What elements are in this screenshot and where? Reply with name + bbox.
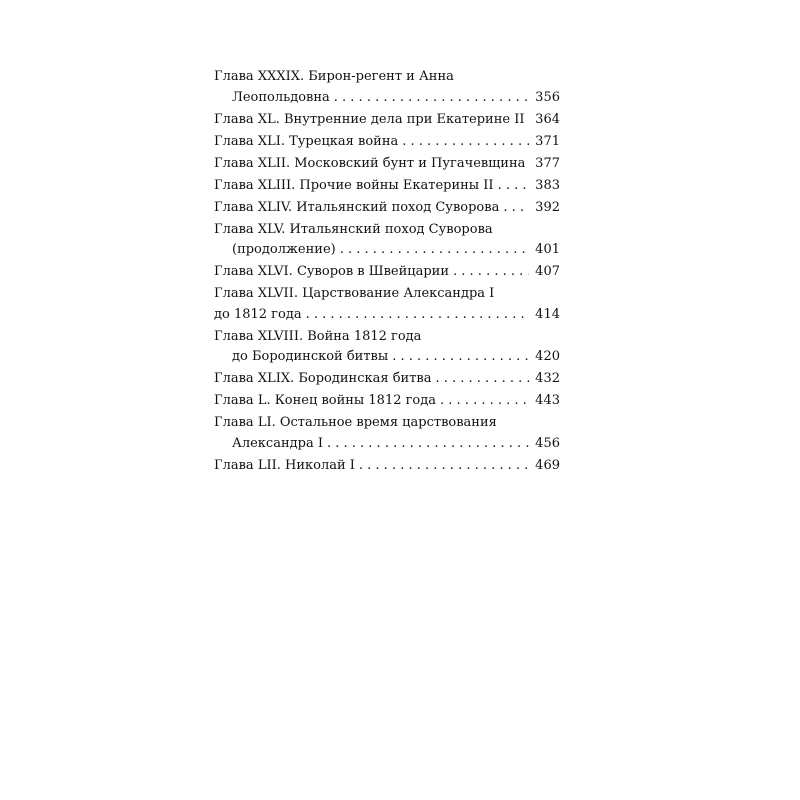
toc-page-number: 469 [535, 457, 560, 473]
toc-entry [214, 220, 560, 261]
dot-leader [323, 434, 529, 455]
dot-leader [302, 305, 530, 326]
toc-entry [214, 369, 560, 390]
toc-entry-title: до 1812 года [214, 306, 302, 322]
toc-entry [214, 284, 560, 325]
toc-entry-title-first-line: Глава XLVIII. Война 1812 года [214, 328, 422, 344]
toc-page-number: 392 [535, 199, 560, 215]
toc-entry-title: Глава XLII. Московский бунт и Пугачевщина [214, 155, 526, 171]
toc-entry-title-first-line: Глава XXXIX. Бирон-регент и Анна [214, 69, 454, 84]
dot-leader [398, 132, 529, 153]
toc-page-number: 456 [535, 435, 560, 451]
toc-entry [214, 327, 560, 368]
table-of-contents [214, 67, 560, 478]
toc-page-number: 443 [535, 393, 560, 408]
toc-entry-title-first-line: Глава LI. Остальное время царствования [214, 415, 497, 430]
toc-entry-title: Глава XLVI. Суворов в Швейцарии [214, 264, 450, 279]
toc-entry [214, 67, 560, 108]
dot-leader [336, 240, 529, 261]
toc-entry-title: Глава XLIV. Итальянский поход Суворова [214, 199, 500, 215]
toc-entry [214, 413, 560, 454]
dot-leader [494, 176, 530, 197]
toc-entry-title: Глава XLIII. Прочие войны Екатерины II [214, 177, 494, 193]
toc-entry-title: Глава LII. Николай I [214, 457, 355, 473]
toc-entry [214, 456, 560, 477]
toc-entry-title: Александра I [232, 435, 323, 451]
dot-leader [449, 262, 529, 283]
dot-leader [436, 391, 529, 412]
dot-leader [431, 369, 529, 390]
toc-entry-title: Глава XL. Внутренние дела при Екатерине II [214, 111, 525, 127]
toc-entry [214, 132, 560, 153]
toc-page-number: 371 [535, 133, 560, 149]
toc-entry [214, 262, 560, 283]
dot-leader [355, 456, 529, 477]
toc-page-number: 356 [535, 89, 560, 105]
toc-entry-title: Леопольдовна [232, 89, 330, 105]
toc-page-number: 364 [535, 111, 560, 127]
toc-entry-title: (продолжение) [232, 242, 336, 257]
toc-page-number: 407 [535, 264, 560, 279]
toc-entry [214, 176, 560, 197]
toc-entry-title: до Бородинской битвы [232, 349, 389, 364]
toc-entry-title: Глава XLI. Турецкая война [214, 133, 399, 149]
toc-entry [214, 198, 560, 219]
toc-entry-title: Глава L. Конец войны 1812 года [214, 393, 437, 408]
toc-page-number: 432 [535, 371, 560, 386]
dot-leader [388, 347, 529, 368]
toc-entry-title-first-line: Глава XLVII. Царствование Александра I [214, 286, 495, 301]
toc-page-number: 414 [535, 306, 560, 322]
toc-entry [214, 110, 560, 131]
toc-entry [214, 154, 560, 175]
toc-entry-title: Глава XLIX. Бородинская битва [214, 371, 432, 386]
toc-entry [214, 391, 560, 412]
toc-page-number: 401 [535, 242, 560, 257]
toc-page-number: 420 [535, 349, 560, 364]
dot-leader [330, 88, 529, 109]
dot-leader [499, 198, 529, 219]
toc-page-number: 377 [535, 155, 560, 171]
toc-entry-title-first-line: Глава XLV. Итальянский поход Суворова [214, 221, 493, 237]
toc-page-number: 383 [535, 177, 560, 193]
